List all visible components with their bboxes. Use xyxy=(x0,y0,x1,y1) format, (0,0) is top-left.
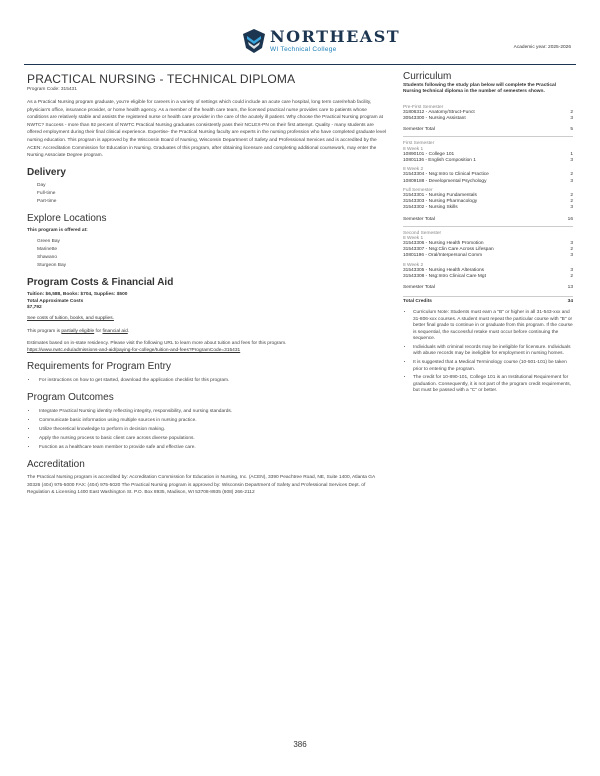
total-costs-label: Total Approximate Costs xyxy=(27,298,84,304)
block-label: Full Semester xyxy=(403,187,433,193)
course-name: 31543302 - Nursing Skills xyxy=(403,205,458,211)
delivery-item: Day xyxy=(37,182,46,188)
semester-total-value: 5 xyxy=(570,127,573,133)
location-item: Marinette xyxy=(37,247,57,253)
course-credits: 2 xyxy=(570,110,573,116)
semester-total-label: Semester Total xyxy=(403,285,435,291)
total-costs-value: $7,792 xyxy=(27,304,42,310)
course-row xyxy=(403,253,573,259)
block-label: 8 Week 1 xyxy=(403,146,424,152)
course-credits: 3 xyxy=(570,205,573,211)
semester-first xyxy=(403,141,573,226)
note-item: • The credit for 10-890-101, College 101 is an Institutional Requirement for graduation. Consequently, it is not part of the program credit requirements, but must be passed with a "C" or better. xyxy=(413,375,573,394)
course-row xyxy=(403,205,573,211)
requirements-heading: Requirements for Program Entry xyxy=(27,361,171,372)
program-code: Program Code: 315431 xyxy=(27,87,77,92)
course-credits: 3 xyxy=(570,158,573,164)
semester-total-row xyxy=(403,217,573,222)
note-item: • It is suggested that a Medical Terminology course (10-501-101) be taken prior to entering the program. xyxy=(413,360,573,373)
course-credits: 1 xyxy=(570,151,573,157)
course-name: 10801136 - English Composition 1 xyxy=(403,158,476,164)
curriculum-heading: Curriculum xyxy=(403,71,452,82)
tuition-url-link[interactable]: https://www.nwtc.edu/admissions-and-aid/paying-for-college/tuition-and-fees?ProgramCode=315431 xyxy=(27,347,241,353)
course-credits: 3 xyxy=(570,178,573,184)
course-name: 31543304 - Nsg:Intro to Clinical Practice xyxy=(403,172,489,178)
total-credits-value: 34 xyxy=(567,299,573,305)
locations-list xyxy=(37,238,389,270)
semester-total-row xyxy=(403,127,573,132)
course-credits: 2 xyxy=(570,247,573,253)
course-row xyxy=(403,158,573,164)
program-description: As a Practical Nursing program graduate, you're eligible for careers in a variety of settings which could include an acute care hospital, long term care/rehab facility, physician's office, insurance provider, or home health agency. As a member of the health care team, the licensed practical nurse provides care to patients whose conditions are relatively stable and assists the registered nurse or health care provider in the care of the acutely ill patient. Why choose the Practical Nursing program at NWTC? Success - more than 92 percent of NWTC Practical Nursing graduates consistently pass their NCLEX-PN on their first attempt. Quality - many students are offered employment during their final clinical experience. Expertise- the Practical Nursing faculty are experts in the nursing profession who have completed graduate level nursing education. This program is approved by the Wisconsin Board of Nursing, Wisconsin Department of Safety and Professional Services and is accredited by the ACEN: Accreditation Commission for Education in Nursing. Graduates of this program, after obtaining licensure and completing additional coursework, may enter the Nursing Associate Degree program. xyxy=(27,100,387,159)
block-label: 8 Week 2 xyxy=(403,262,424,268)
course-name: 31806312 - Anatomy/Struct-Funct xyxy=(403,110,475,116)
semester-name: Second Semester xyxy=(403,230,442,236)
course-row xyxy=(403,116,573,122)
course-name: 10890101 - College 101 xyxy=(403,151,455,157)
divider xyxy=(403,226,573,227)
outcome-item: • Integrate Practical Nursing identity reflecting integrity, responsibility, and nursing standards. xyxy=(37,407,389,416)
academic-year: Academic year: 2025-2026 xyxy=(513,45,571,50)
delivery-item: Part-time xyxy=(37,198,57,204)
header-divider xyxy=(24,64,576,65)
logo-subtitle: WI Technical College xyxy=(270,45,337,53)
requirement-item: • For instructions on how to get started, download the application checklist for this program. xyxy=(37,376,389,385)
course-name: 31543305 - Nursing Health Alterations xyxy=(403,267,485,273)
curriculum-column xyxy=(403,69,573,397)
aid-prefix: This program is xyxy=(27,328,62,334)
course-row xyxy=(403,274,573,280)
block-label: 8 Week 2 xyxy=(403,167,424,173)
divider xyxy=(403,136,573,137)
partially-eligible-link[interactable]: partially eligible xyxy=(61,328,95,334)
semester-total-value: 13 xyxy=(567,285,573,291)
course-name: 31543308 - Nsg:Intro Clinical Care Mgt xyxy=(403,274,486,280)
semester-name: Pre-First Semester xyxy=(403,104,444,110)
outcome-item: • Communicate basic information using multiple sources in nursing practice. xyxy=(37,416,389,425)
see-costs-link[interactable]: See costs of tuition, books, and supplies. xyxy=(27,316,114,322)
locations-offered-label: This program is offered at: xyxy=(27,227,88,233)
outcomes-heading: Program Outcomes xyxy=(27,392,114,403)
course-name: 31543303 - Nursing Pharmacology xyxy=(403,199,478,205)
semester-pre-first xyxy=(403,105,573,138)
block-label: 8 Week 1 xyxy=(403,235,424,241)
delivery-list xyxy=(37,182,389,206)
delivery-heading: Delivery xyxy=(27,166,66,178)
locations-heading: Explore Locations xyxy=(27,212,107,224)
semester-total-label: Semester Total xyxy=(403,127,435,133)
requirements-list xyxy=(27,376,389,385)
logo-name: NORTHEAST xyxy=(270,26,401,46)
program-title: PRACTICAL NURSING - TECHNICAL DIPLOMA xyxy=(27,72,296,86)
logo-text xyxy=(270,26,401,54)
course-name: 30543300 - Nursing Assistant xyxy=(403,116,466,122)
location-item: Sturgeon Bay xyxy=(37,263,67,269)
delivery-item: Full-time xyxy=(37,190,56,196)
curriculum-notes xyxy=(403,310,573,394)
course-credits: 2 xyxy=(570,193,573,199)
total-credits-label: Total Credits xyxy=(403,299,432,305)
course-credits: 3 xyxy=(570,253,573,259)
location-item: Shawano xyxy=(37,255,58,261)
course-credits: 2 xyxy=(570,274,573,280)
semester-total-label: Semester Total xyxy=(403,216,435,222)
outcomes-list xyxy=(27,407,389,452)
curriculum-intro: Students following the study plan below will complete the Practical Nursing technical diploma in the number of semesters shown. xyxy=(403,83,556,95)
course-name: 10809188 - Developmental Psychology xyxy=(403,178,487,184)
program-info-column xyxy=(27,69,389,501)
aid-suffix: . xyxy=(127,328,130,334)
accreditation-text: The Practical Nursing program is accredited by: Accreditation Commission for Education in Nursing, Inc. (ACEN), 3390 Peachtree Road, NE, Suite 1400, Atlanta GA 30326 (404) 975-5000 FAX: (404) 975-5020 The Practical Nursing program is approved by: Wisconsin Department of Safety and Professional Services Dept. of Regulation & Licensing 1400 East Washington St. P.O. Box 8935, Madison, WI 53708-8935 (608) 266-2112 xyxy=(27,475,375,496)
accreditation-heading: Accreditation xyxy=(27,459,85,470)
aid-mid: for xyxy=(94,328,103,334)
course-credits: 3 xyxy=(570,267,573,273)
college-shield-icon xyxy=(242,28,266,54)
college-logo[interactable] xyxy=(242,26,400,56)
total-credits-row xyxy=(403,296,573,304)
course-name: 31543306 - Nursing Health Promotion xyxy=(403,241,484,247)
outcome-item: • Function as a healthcare team member to provide safe and effective care. xyxy=(37,443,389,452)
outcome-item: • Apply the nursing process to basic client care across diverse populations. xyxy=(37,434,389,443)
course-credits: 3 xyxy=(570,116,573,122)
note-item: • Individuals with criminal records may be ineligible for licensure. Individuals with abuse records may be ineligible for employment in nursing homes. xyxy=(413,345,573,358)
page-number: 386 xyxy=(293,740,307,749)
course-name: 31543307 - Nsg:Clin Care Across Lifespan xyxy=(403,247,494,253)
course-name: 31543301 - Nursing Fundamentals xyxy=(403,193,477,199)
financial-aid-line xyxy=(27,329,389,335)
semester-second xyxy=(403,231,573,291)
estimate-note: Estimates based on in-state residency. Please visit the following URL to learn more about tuition and fees for this program. xyxy=(27,341,287,347)
course-credits: 3 xyxy=(570,241,573,247)
course-credits: 2 xyxy=(570,172,573,178)
costs-heading: Program Costs & Financial Aid xyxy=(27,277,174,289)
course-name: 10801196 - Oral/Interpersonal Comm xyxy=(403,253,483,259)
course-row xyxy=(403,179,573,185)
tuition-line: Tuition: $6,588, Books: $704, Supplies: $500 xyxy=(27,292,128,298)
outcome-item: • Utilize theoretical knowledge to perform in decision making. xyxy=(37,425,389,434)
note-item: • Curriculum Note: Students must earn a "B" or higher in all 31-543-xxx and 31-806-xxx courses. A student must repeat the particular course with "B" or better final grade to continue in or graduate from this program. If the course is sequential, the successful retake must occur before continuing the sequence. xyxy=(413,310,573,342)
semester-name: First Semester xyxy=(403,141,435,147)
course-credits: 2 xyxy=(570,199,573,205)
semester-total-value: 16 xyxy=(567,216,573,222)
location-item: Green Bay xyxy=(37,239,60,245)
semester-total-row xyxy=(403,285,573,290)
financial-aid-link[interactable]: financial aid xyxy=(102,328,128,334)
